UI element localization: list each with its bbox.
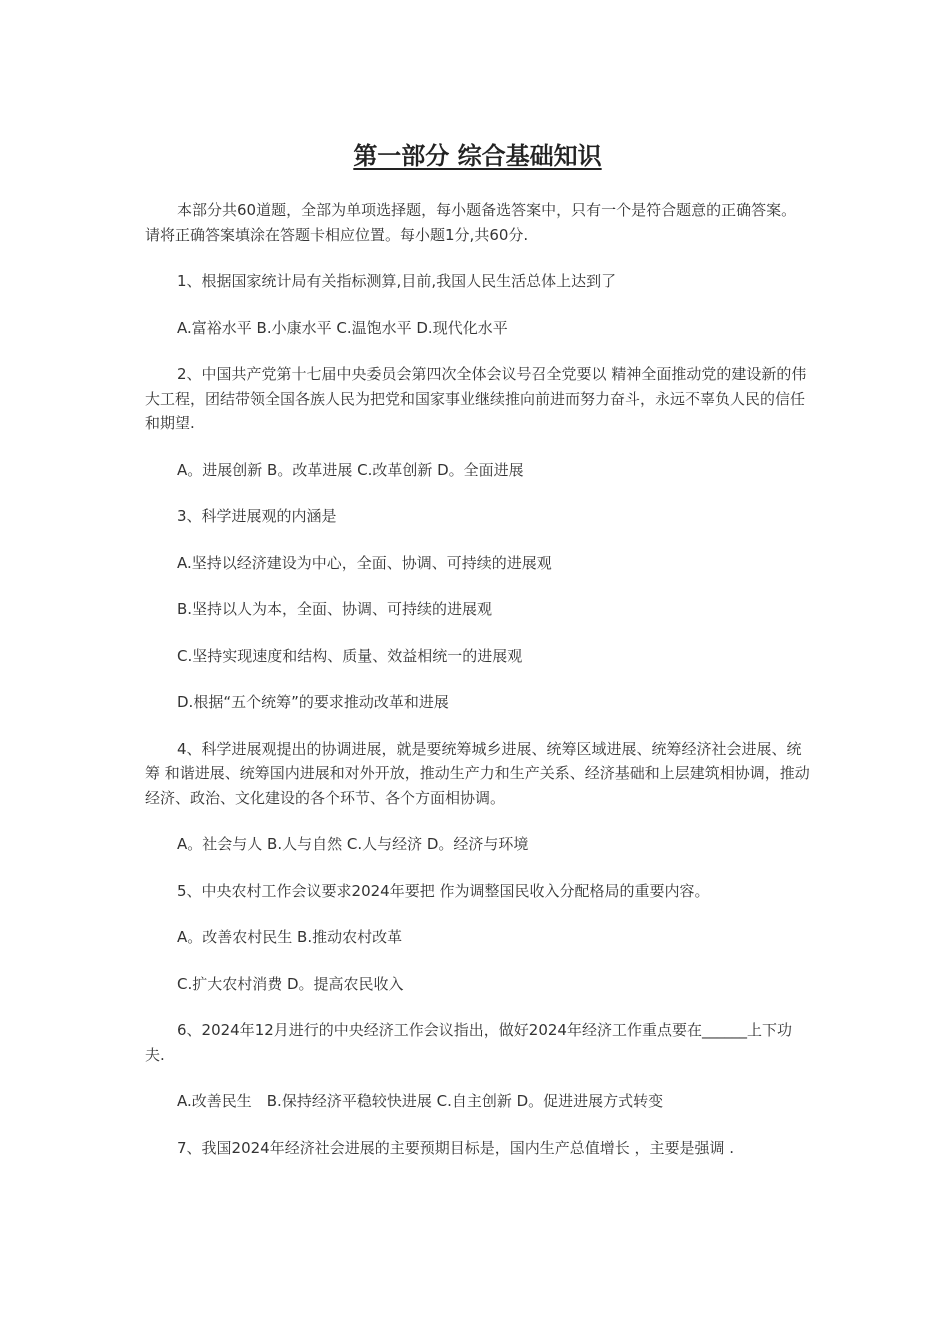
question-3-option-a: A.坚持以经济建设为中心，全面、协调、可持续的进展观 (177, 553, 552, 572)
question-2: 2、中国共产党第十七届中央委员会第四次全体会议号召全党要以 精神全面推动党的建设新的伟大工程，团结带领全国各族人民为把党和国家事业继续推向前进而努力奋斗，永远不辜负人民的信任和期望. (145, 365, 807, 432)
question-7: 7、我国2024年经济社会进展的主要预期目标是，国内生产总值增长 ，主要是强调 . (177, 1138, 735, 1157)
question-6: 6、2024年12月进行的中央经济工作会议指出，做好2024年经济工作重点要在______上下功夫. (145, 1021, 792, 1064)
question-5-options-cd: C.扩大农村消费 D。提高农民收入 (177, 974, 404, 993)
question-4: 4、科学进展观提出的协调进展，就是要统筹城乡进展、统筹区域进展、统筹经济社会进展、统筹 和谐进展、统筹国内进展和对外开放，推动生产力和生产关系、经济基础和上层建筑相协调，推动经济、政治、文化建设的各个环节、各个方面相协调。 (145, 739, 810, 807)
document-page (145, 0, 810, 1344)
question-3-option-c: C.坚持实现速度和结构、质量、效益相统一的进展观 (177, 646, 523, 665)
question-4-options: A。社会与人 B.人与自然 C.人与经济 D。经济与环境 (177, 835, 529, 853)
question-6-options: A.改善民生 B.保持经济平稳较快进展 C.自主创新 D。促进进展方式转变 (177, 1092, 664, 1110)
question-3: 3、科学进展观的内涵是 (177, 507, 337, 525)
question-2-options: A。进展创新 B。改革进展 C.改革创新 D。全面进展 (177, 460, 524, 479)
question-1-options: A.富裕水平 B.小康水平 C.温饱水平 D.现代化水平 (177, 318, 508, 337)
document-body (145, 198, 810, 1182)
question-1: 1、根据国家统计局有关指标测算,目前,我国人民生活总体上达到了 (177, 272, 617, 290)
instructions-paragraph: 本部分共60道题，全部为单项选择题，每小题备选答案中，只有一个是符合题意的正确答案。请将正确答案填涂在答题卡相应位置。每小题1分,共60分. (145, 201, 797, 244)
question-3-option-b: B.坚持以人为本，全面、协调、可持续的进展观 (177, 600, 493, 618)
question-5-options-ab: A。改善农村民生 B.推动农村改革 (177, 928, 403, 946)
page-title: 第一部分 综合基础知识 (353, 141, 602, 170)
question-3-option-d: D.根据“五个统筹”的要求推动改革和进展 (177, 693, 449, 711)
question-5: 5、中央农村工作会议要求2024年要把 作为调整国民收入分配格局的重要内容。 (177, 881, 710, 900)
